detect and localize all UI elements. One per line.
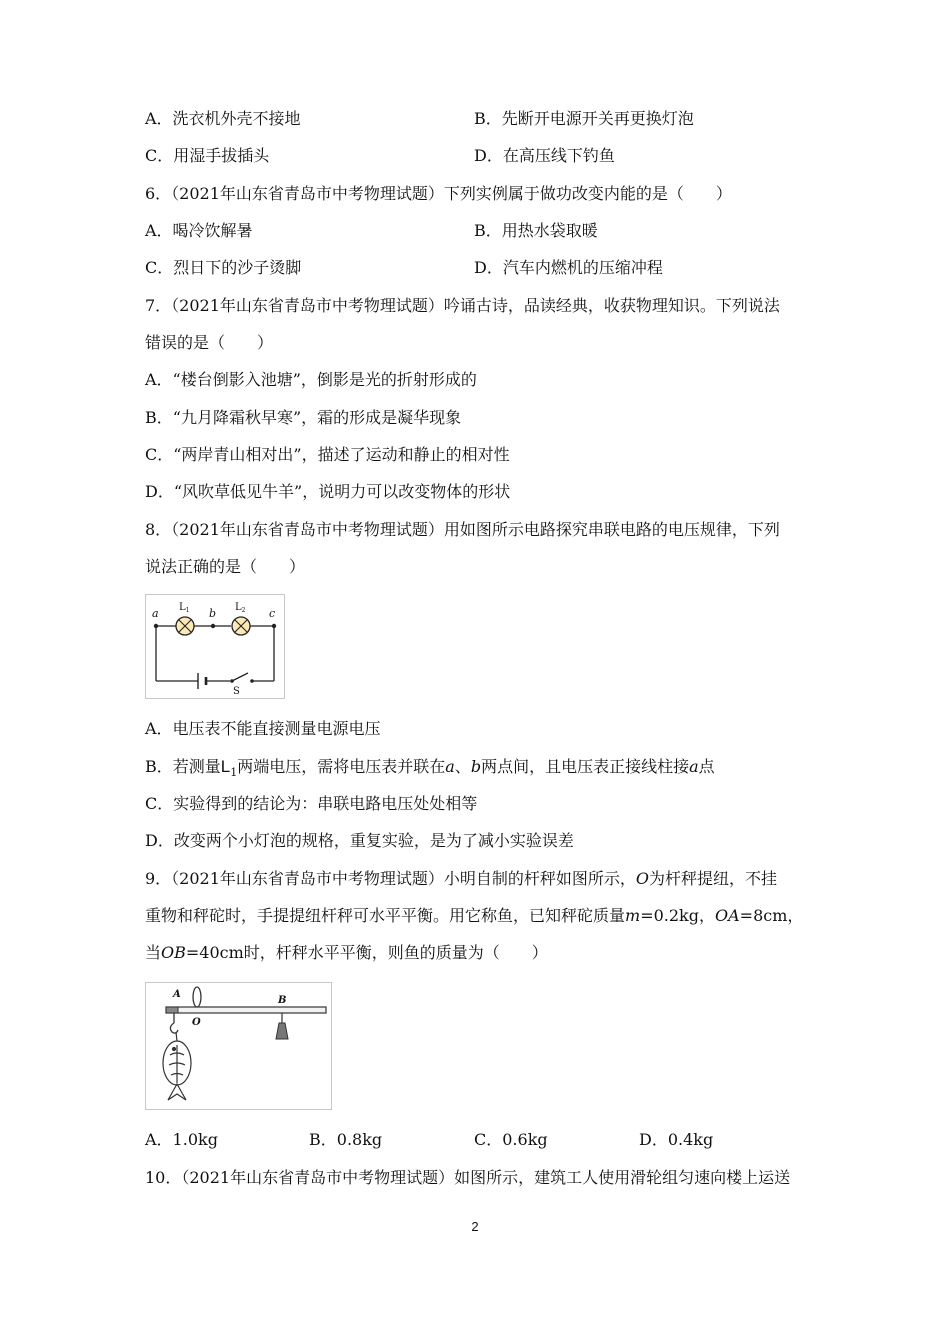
q7-option-b: B．“九月降霜秋早寒”，霜的形成是凝华现象 xyxy=(145,408,462,427)
page-number: 2 xyxy=(471,1219,479,1234)
q9-option-a: A．1.0kg xyxy=(145,1130,218,1149)
node-a xyxy=(154,624,158,628)
q5-option-row-2 xyxy=(145,146,615,166)
circuit-figure xyxy=(145,594,285,699)
q8-stem-line-2: 说法正确的是（ ） xyxy=(145,557,306,576)
q8-stem-line-1: 8．（2021年山东省青岛市中考物理试题）用如图所示电路探究串联电路的电压规律，下列 xyxy=(145,520,780,539)
q8-option-d: D．改变两个小灯泡的规格，重复实验，是为了减小实验误差 xyxy=(145,831,574,850)
q5-option-d: D．在高压线下钓鱼 xyxy=(474,146,615,165)
q8-option-b: B．若测量$L_1$两端电压，需将电压表并联在a、b两点间，且电压表正接线柱接a点 xyxy=(145,757,715,779)
label-O: O xyxy=(192,1017,201,1028)
q6-option-d: D．汽车内燃机的压缩冲程 xyxy=(474,258,663,277)
label-A: A xyxy=(173,989,181,1000)
q7-option-c: C．“两岸青山相对出”，描述了运动和静止的相对性 xyxy=(145,445,510,464)
q9-option-b: B．0.8kg xyxy=(309,1130,383,1149)
label-a: a xyxy=(152,607,159,620)
circuit-diagram xyxy=(146,595,284,698)
label-c: c xyxy=(269,607,276,620)
fish-icon xyxy=(163,1032,191,1100)
label-s: S xyxy=(233,686,240,697)
q7-option-d: D．“风吹草低见牛羊”，说明力可以改变物体的形状 xyxy=(145,482,511,501)
q6-option-row-2 xyxy=(145,258,663,278)
q7-option-a: A．“楼台倒影入池塘”，倒影是光的折射形成的 xyxy=(145,370,477,389)
q7-stem-line-1: 7．（2021年山东省青岛市中考物理试题）吟诵古诗，品读经典，收获物理知识。下列说法 xyxy=(145,296,780,315)
q8-option-c: C．实验得到的结论为：串联电路电压处处相等 xyxy=(145,794,478,813)
switch-icon xyxy=(230,673,254,683)
steelyard-diagram xyxy=(146,983,331,1109)
hook-icon xyxy=(170,1013,178,1033)
q9-option-c: C．0.6kg xyxy=(474,1130,548,1149)
q9-stem-line-3: 当OB=40cm时，杆秤水平平衡，则鱼的质量为（ ） xyxy=(145,943,548,962)
q10-stem-line-1: 10．（2021年山东省青岛市中考物理试题）如图所示，建筑工人使用滑轮组匀速向楼上运送 xyxy=(145,1168,791,1187)
q9-stem-line-1: 9．（2021年山东省青岛市中考物理试题）小明自制的杆秤如图所示，O为杆秤提纽，不挂 xyxy=(145,869,778,888)
q5-option-c: C．用湿手拔插头 xyxy=(145,146,270,165)
label-b: b xyxy=(209,607,217,620)
label-l2: $L_2$ xyxy=(235,602,246,614)
counterweight-icon xyxy=(276,1013,288,1039)
lift-loop-icon xyxy=(193,987,201,1007)
q5-option-a: A．洗衣机外壳不接地 xyxy=(145,109,301,128)
q6-option-a: A．喝冷饮解暑 xyxy=(145,221,253,240)
battery-icon xyxy=(198,673,206,689)
q8-option-a: A．电压表不能直接测量电源电压 xyxy=(145,719,381,738)
q5-option-row-1 xyxy=(145,109,694,129)
q6-option-row-1 xyxy=(145,221,598,241)
q5-option-b: B．先断开电源开关再更换灯泡 xyxy=(474,109,694,128)
steelyard-figure xyxy=(145,982,332,1110)
q6-stem: 6．（2021年山东省青岛市中考物理试题）下列实例属于做功改变内能的是（ ） xyxy=(145,184,732,203)
q6-option-c: C．烈日下的沙子烫脚 xyxy=(145,258,302,277)
q9-option-d: D．0.4kg xyxy=(639,1130,714,1149)
label-l1: $L_1$ xyxy=(179,602,190,614)
q6-option-b: B．用热水袋取暖 xyxy=(474,221,598,240)
node-c xyxy=(272,624,276,628)
label-B: B xyxy=(278,995,287,1006)
lamp-l2-icon xyxy=(232,617,250,635)
lamp-l1-icon xyxy=(176,617,194,635)
q7-stem-line-2: 错误的是（ ） xyxy=(145,333,274,352)
q9-stem-line-2: 重物和秤砣时，手提提纽杆秤可水平平衡。用它称鱼，已知秤砣质量m=0.2kg，OA=8cm， xyxy=(145,906,804,925)
node-b xyxy=(211,624,215,628)
